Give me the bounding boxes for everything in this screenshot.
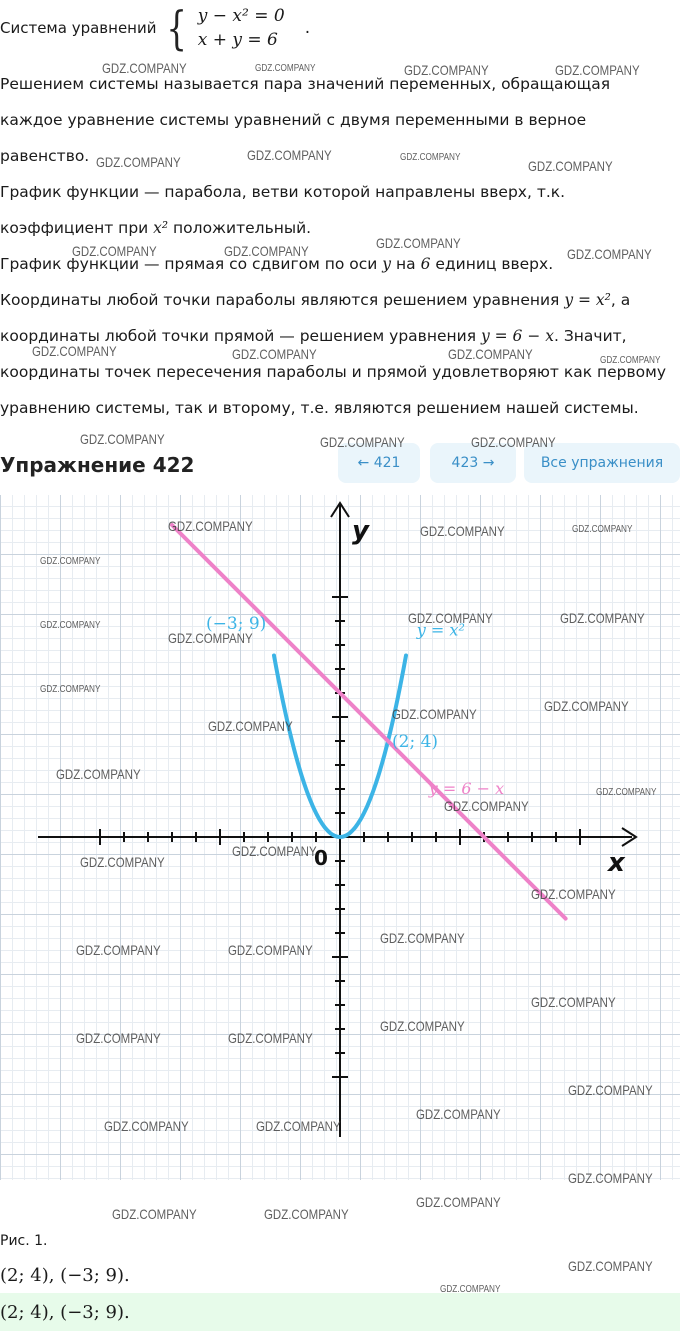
watermark: GDZ.COMPANY [256, 1118, 341, 1134]
watermark: GDZ.COMPANY [392, 706, 477, 722]
watermark: GDZ.COMPANY [440, 1284, 501, 1295]
watermark: GDZ.COMPANY [168, 630, 253, 646]
watermark: GDZ.COMPANY [404, 62, 489, 78]
watermark: GDZ.COMPANY [32, 343, 117, 359]
watermark: GDZ.COMPANY [416, 1106, 501, 1122]
watermark: GDZ.COMPANY [400, 152, 461, 163]
x-axis-label: x [608, 848, 625, 878]
point-label-2-4: (2; 4) [392, 732, 439, 752]
watermark: GDZ.COMPANY [568, 1258, 653, 1274]
watermark: GDZ.COMPANY [104, 1118, 189, 1134]
watermark: GDZ.COMPANY [544, 698, 629, 714]
watermark: GDZ.COMPANY [416, 1194, 501, 1210]
watermark: GDZ.COMPANY [380, 1018, 465, 1034]
equations [198, 4, 285, 52]
math-six: 6 [420, 255, 431, 273]
watermark: GDZ.COMPANY [56, 766, 141, 782]
watermark: GDZ.COMPANY [380, 930, 465, 946]
paragraph-line-text-c: единиц вверх. [430, 255, 554, 273]
paragraph-parabola-text-b: положительный. [168, 219, 312, 237]
watermark: GDZ.COMPANY [224, 243, 309, 259]
watermark: GDZ.COMPANY [567, 246, 652, 262]
watermark: GDZ.COMPANY [531, 994, 616, 1010]
watermark: GDZ.COMPANY [596, 787, 657, 798]
parabola-series-label: y = x² [416, 620, 465, 640]
math-x-squared: x² [153, 219, 169, 237]
watermark: GDZ.COMPANY [232, 346, 317, 362]
watermark: GDZ.COMPANY [568, 1082, 653, 1098]
y-axis-label: y [352, 516, 369, 546]
paragraph-line-text-a: График функции — прямая со сдвигом по оси [0, 255, 383, 273]
system-of-equations [0, 0, 310, 56]
paragraph-conclusion-text-b: , а координаты любой точки прямой — решением уравнения [0, 291, 631, 345]
answer-highlight: (2; 4), (−3; 9). [0, 1293, 680, 1331]
paragraph-parabola-text-a: График функции — парабола, ветви которой направлены вверх, т.к. коэффициент при [0, 183, 566, 237]
watermark: GDZ.COMPANY [572, 524, 633, 535]
exercise-title: Упражнение 422 [0, 453, 195, 477]
watermark: GDZ.COMPANY [112, 1206, 197, 1222]
watermark: GDZ.COMPANY [420, 523, 505, 539]
watermark: GDZ.COMPANY [255, 63, 316, 74]
watermark: GDZ.COMPANY [80, 854, 165, 870]
watermark: GDZ.COMPANY [408, 610, 493, 626]
watermark: GDZ.COMPANY [40, 556, 101, 567]
watermark: GDZ.COMPANY [72, 243, 157, 259]
prev-exercise-button[interactable]: ← 421 [338, 443, 420, 483]
math-parabola-eq: y = x² [564, 291, 611, 309]
line-series-label: y = 6 − x [428, 778, 505, 798]
watermark: GDZ.COMPANY [40, 684, 101, 695]
watermark: GDZ.COMPANY [76, 942, 161, 958]
watermark: GDZ.COMPANY [208, 718, 293, 734]
brace: { [166, 1, 188, 55]
paragraph-definition: Решением системы называется пара значений переменных, обращающая каждое уравнение системы уравнений с двумя переменными в верное равенство. [0, 75, 611, 165]
watermark: GDZ.COMPANY [232, 843, 317, 859]
all-exercises-button[interactable]: Все упражнения [524, 443, 680, 483]
paragraph-conclusion-text-c: . Значит, координаты точек пересечения параболы и прямой удовлетворяют как первому уравнению системы, так и второму, т.е. являются решением нашей системы. [0, 327, 667, 417]
paragraph-conclusion-text-a: Координаты любой точки параболы являются решением уравнения [0, 291, 565, 309]
graph-chart [0, 495, 680, 1180]
watermark: GDZ.COMPANY [40, 620, 101, 631]
watermark: GDZ.COMPANY [228, 942, 313, 958]
math-y: y [382, 255, 392, 273]
watermark: GDZ.COMPANY [568, 1170, 653, 1186]
watermark: GDZ.COMPANY [555, 62, 640, 78]
watermark: GDZ.COMPANY [96, 154, 181, 170]
answer: (2; 4), (−3; 9). [0, 1265, 130, 1286]
watermark: GDZ.COMPANY [102, 60, 187, 76]
watermark: GDZ.COMPANY [448, 346, 533, 362]
watermark: GDZ.COMPANY [531, 886, 616, 902]
system-end: . [304, 18, 311, 38]
next-exercise-button[interactable]: 423 → [430, 443, 516, 483]
labels-layer [206, 516, 626, 878]
origin-label: 0 [314, 846, 328, 870]
figure-caption: Рис. 1. [0, 1233, 48, 1249]
watermark: GDZ.COMPANY [528, 158, 613, 174]
watermark: GDZ.COMPANY [168, 518, 253, 534]
point-label-minus3-9: (−3; 9) [206, 614, 267, 634]
equation-2: x + y = 6 [197, 30, 278, 50]
watermark: GDZ.COMPANY [471, 434, 556, 450]
watermark: GDZ.COMPANY [444, 798, 529, 814]
watermark: GDZ.COMPANY [247, 147, 332, 163]
watermark: GDZ.COMPANY [264, 1206, 349, 1222]
watermark: GDZ.COMPANY [76, 1030, 161, 1046]
watermark: GDZ.COMPANY [228, 1030, 313, 1046]
watermark: GDZ.COMPANY [600, 355, 661, 366]
watermark: GDZ.COMPANY [320, 434, 405, 450]
equation-1: y − x² = 0 [197, 6, 285, 26]
math-line-eq: y = 6 − x [480, 327, 554, 345]
watermark: GDZ.COMPANY [560, 610, 645, 626]
paragraph-line-text-b: на [391, 255, 421, 273]
system-label: Система уравнений [0, 19, 157, 37]
watermark: GDZ.COMPANY [376, 235, 461, 251]
paragraph-parabola [0, 174, 676, 246]
watermark: GDZ.COMPANY [80, 431, 165, 447]
